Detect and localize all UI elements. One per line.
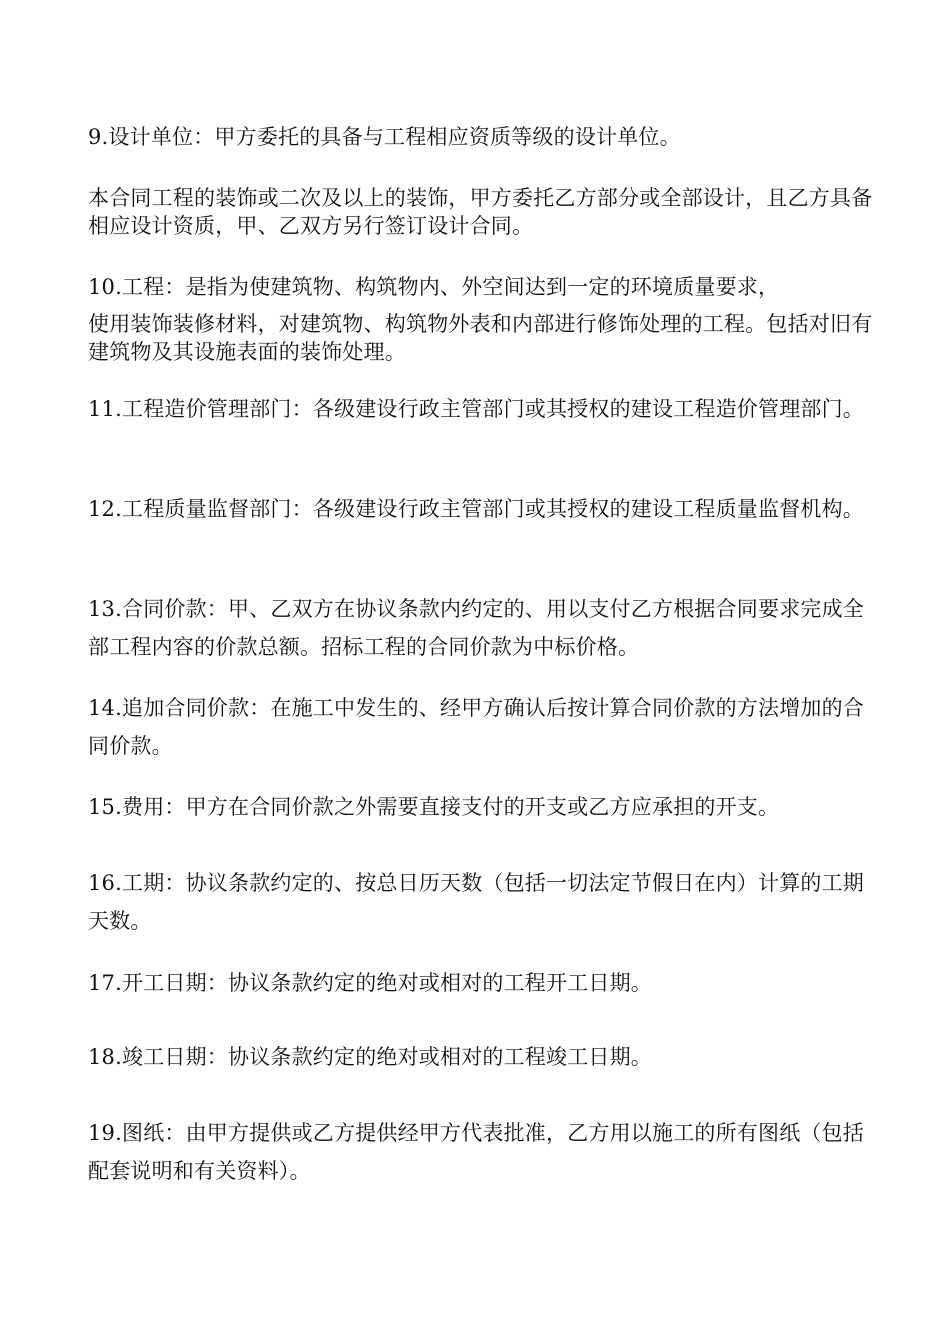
clause-12-quality-department: 12.工程质量监督部门：各级建设行政主管部门或其授权的建设工程质量监督机构。 (88, 497, 864, 521)
clause-9-design-unit: 9.设计单位：甲方委托的具备与工程相应资质等级的设计单位。 (88, 125, 681, 149)
clause-10-project-line2: 使用装饰装修材料，对建筑物、构筑物外表和内部进行修饰处理的工程。包括对旧有建筑物及其设施表面的装饰处理。 (88, 312, 873, 364)
clause-11-cost-department: 11.工程造价管理部门：各级建设行政主管部门或其授权的建设工程造价管理部门。 (88, 397, 864, 421)
clause-17-start-date: 17.开工日期：协议条款约定的绝对或相对的工程开工日期。 (88, 971, 652, 995)
clause-14-additional-price: 14.追加合同价款：在施工中发生的、经甲方确认后按计算合同价款的方法增加的合同价款。 (88, 696, 864, 758)
clause-18-completion-date: 18.竣工日期：协议条款约定的绝对或相对的工程竣工日期。 (88, 1045, 652, 1069)
clause-13-contract-price: 13.合同价款：甲、乙双方在协议条款内约定的、用以支付乙方根据合同要求完成全部工程内容的价款总额。招标工程的合同价款为中标价格。 (88, 597, 864, 659)
clause-10-project-line1: 10.工程：是指为使建筑物、构筑物内、外空间达到一定的环境质量要求， (88, 275, 780, 299)
clause-16-duration: 16.工期：协议条款约定的、按总日历天数（包括一切法定节假日在内）计算的工期天数。 (88, 871, 864, 933)
clause-9-design-note: 本合同工程的装饰或二次及以上的装饰，甲方委托乙方部分或全部设计，且乙方具备相应设计资质，甲、乙双方另行签订设计合同。 (88, 186, 873, 238)
clause-19-drawings: 19.图纸：由甲方提供或乙方提供经甲方代表批准，乙方用以施工的所有图纸（包括配套说明和有关资料）。 (88, 1121, 864, 1183)
clause-15-expenses: 15.费用：甲方在合同价款之外需要直接支付的开支或乙方应承担的开支。 (88, 795, 780, 819)
